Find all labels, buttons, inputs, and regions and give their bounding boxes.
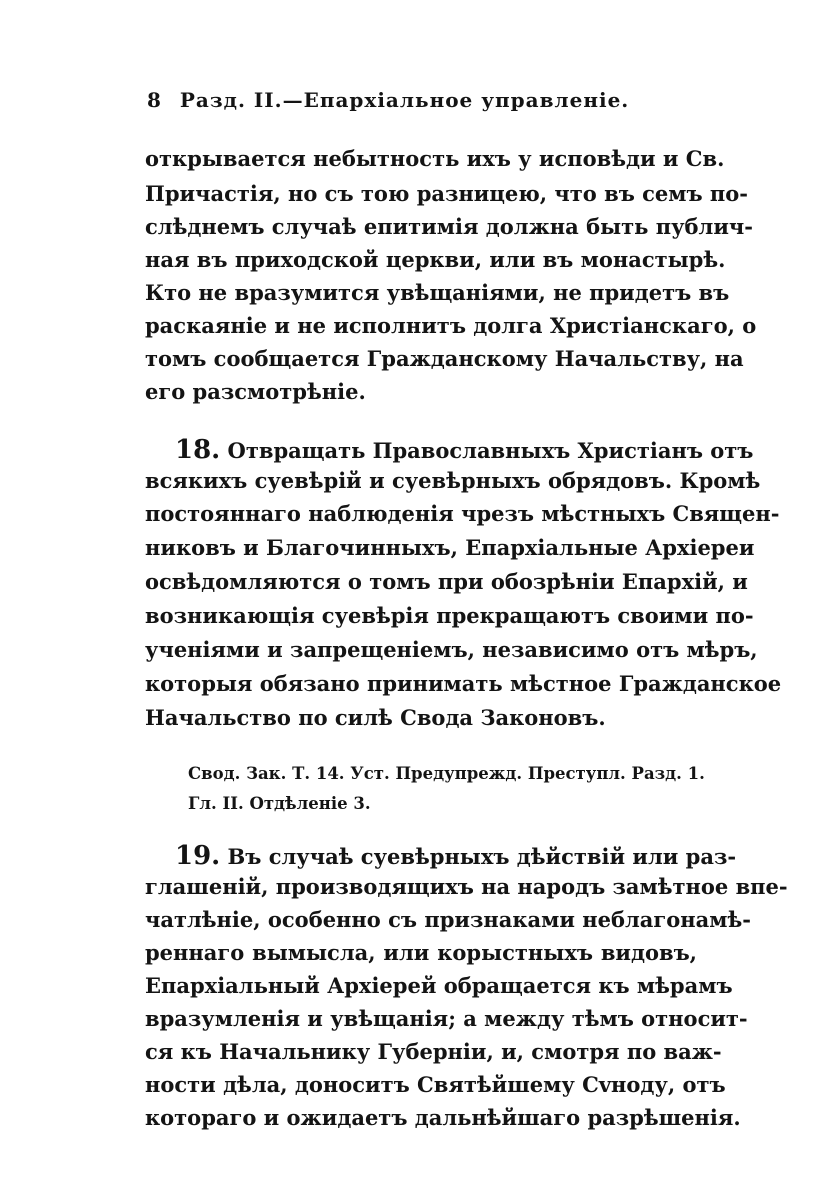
text-line: Начальство по силѣ Свода Законовъ. [145,705,606,730]
text-line: всякихъ суевѣрій и суевѣрныхъ обрядовъ. Кромѣ [145,468,761,493]
text-line: раскаяніе и не исполнитъ долга Христіанскаго, о [145,313,757,338]
text-line: ная въ приходской церкви, или въ монастырѣ. [145,247,726,272]
text-line: чатлѣніе, особенно съ признаками неблагонамѣ- [145,907,751,932]
text-line: глашеній, производящихъ на народъ замѣтное впе- [145,874,788,899]
text-line: постояннаго наблюденія чрезъ мѣстныхъ Священ- [145,501,780,526]
running-header [147,88,629,112]
text-line: которыя обязано принимать мѣстное Гражданское [145,671,782,696]
legal-citation: Свод. Зак. Т. 14. Уст. Предупрежд. Преступл. Разд. 1. [188,764,705,783]
text-line: никовъ и Благочинныхъ, Епархіальные Архіереи [145,535,755,560]
article-19-first-line: 19. Въ случаѣ суевѣрныхъ дѣйствій или раз- [175,841,737,871]
text-line: Епархіальный Архіерей обращается къ мѣрамъ [145,973,733,998]
text-line: его разсмотрѣніе. [145,379,366,404]
legal-citation: Гл. II. Отдѣленіе 3. [188,794,371,813]
text-line: вразумленія и увѣщанія; а между тѣмъ относит- [145,1006,748,1031]
text-line: Причастія, но съ тою разницею, что въ семъ по- [145,181,749,206]
page-number: 8 [147,88,162,112]
text-line: ности дѣла, доноситъ Святѣйшему Сvноду, отъ [145,1072,726,1097]
running-title: Разд. II.—Епархіальное управленіе. [179,88,630,112]
text-line: котораго и ожидаетъ дальнѣйшаго разрѣшенія. [145,1105,741,1130]
text-line: открывается небытность ихъ у исповѣди и Св. [145,146,725,171]
article-number: 19. [175,841,221,871]
text-line: возникающія суевѣрія прекращаютъ своими по- [145,603,754,628]
text-line: Кто не вразумится увѣщаніями, не придетъ въ [145,280,730,305]
text-line: ученіями и запрещеніемъ, независимо отъ мѣръ, [145,637,758,662]
article-18-first-line: 18. Отвращать Православныхъ Христіанъ отъ [175,435,754,465]
text-line: ся къ Начальнику Губерніи, и, смотря по важ- [145,1039,722,1064]
text-line: реннаго вымысла, или корыстныхъ видовъ, [145,940,697,965]
article-number: 18. [175,435,221,465]
text-line: освѣдомляются о томъ при обозрѣніи Епархій, и [145,569,748,594]
text-line: томъ сообщается Гражданскому Начальству, на [145,346,744,371]
text-line: слѣднемъ случаѣ епитимія должна быть публич- [145,214,754,239]
